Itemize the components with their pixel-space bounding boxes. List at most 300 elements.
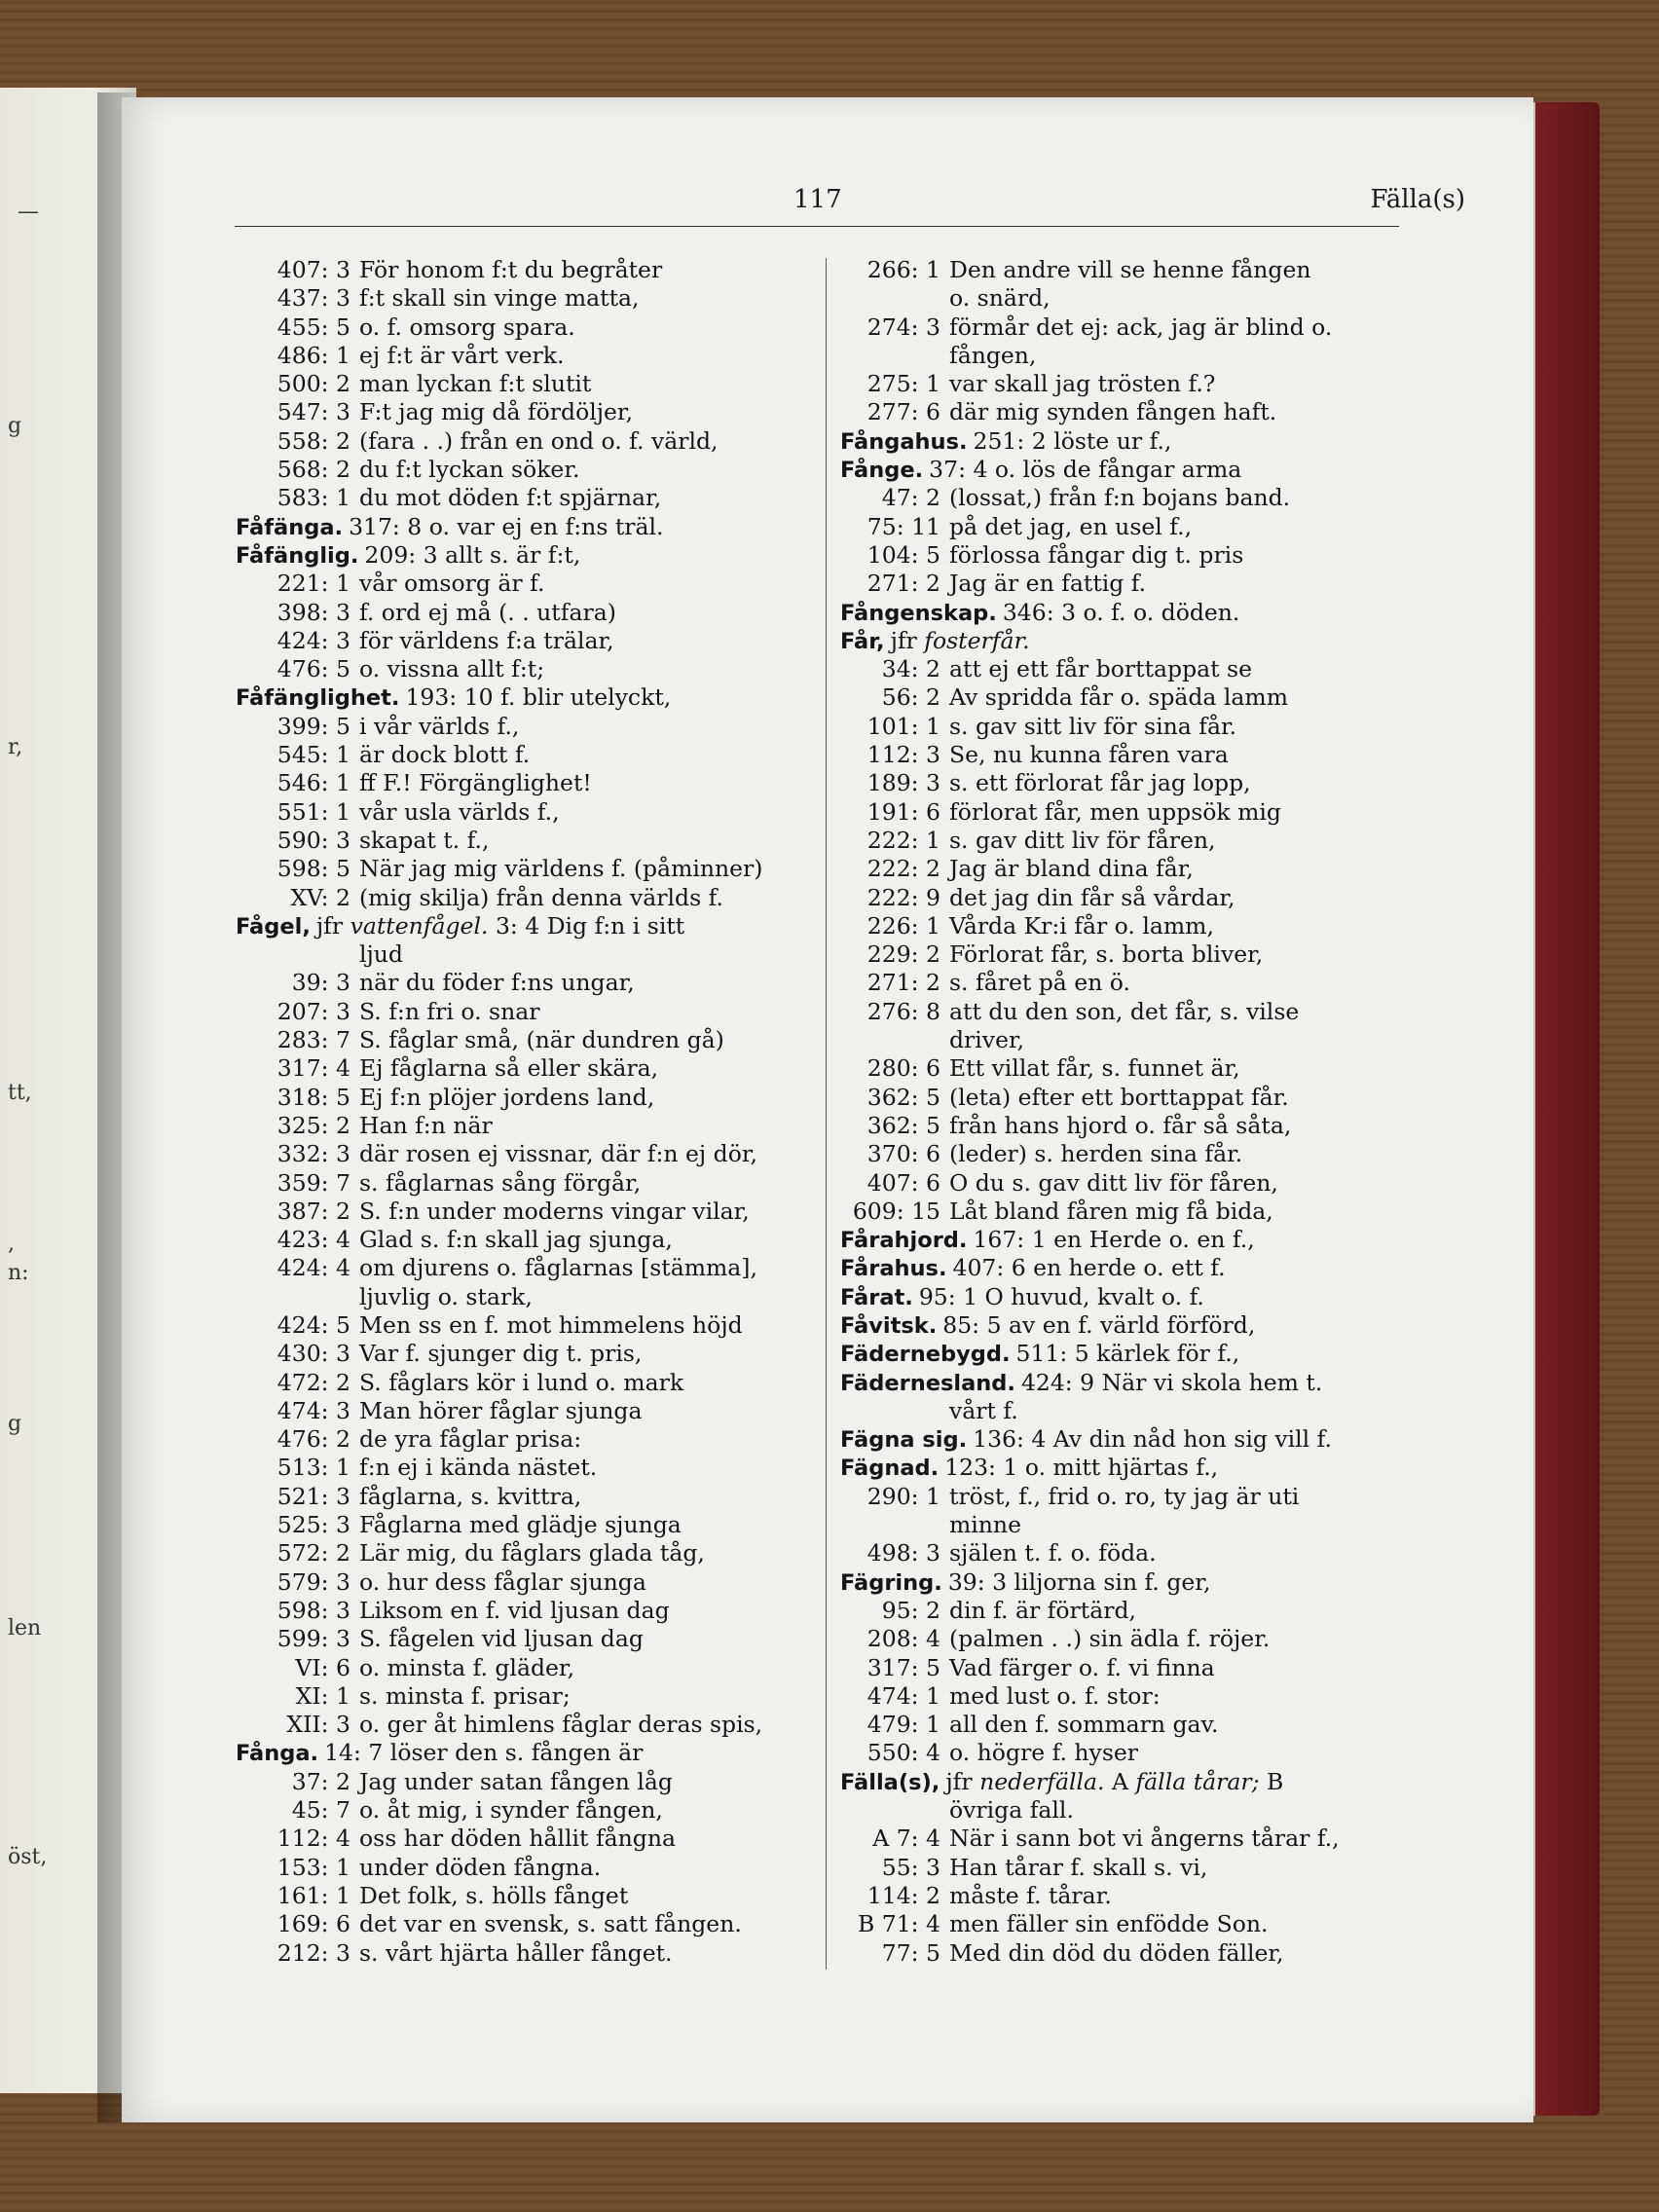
column-divider — [826, 258, 827, 1970]
index-entry-line — [840, 1483, 1407, 1511]
index-entry-line — [236, 398, 810, 426]
index-entry-line — [236, 1198, 810, 1226]
entry-text: 346: 3 o. f. o. döden. — [1002, 598, 1240, 626]
entry-text: Jag är bland dina får, — [949, 855, 1194, 883]
hymn-reference: 598: 3 — [276, 1596, 350, 1624]
hymn-reference: 39: 3 — [291, 969, 350, 997]
index-entry-line — [840, 741, 1407, 769]
entry-text: s. gav sitt liv för sina får. — [949, 712, 1237, 740]
entry-text: de yra fåglar prisa: — [359, 1425, 582, 1454]
hymn-reference: 208: 4 — [866, 1625, 940, 1653]
index-entry-line — [236, 769, 810, 797]
entry-text: o. hur dess fåglar sjunga — [359, 1567, 646, 1596]
index-entry-line — [236, 313, 810, 342]
index-headword-line — [840, 1425, 1407, 1454]
hymn-reference: 568: 2 — [276, 456, 350, 484]
facing-page-text: , — [8, 1232, 15, 1256]
index-entry-line — [840, 1084, 1407, 1112]
entry-text: man lyckan f:t slutit — [359, 370, 592, 398]
hymn-reference: 472: 2 — [276, 1368, 350, 1396]
hymn-reference: 590: 3 — [276, 826, 350, 854]
hymn-reference: 55: 3 — [881, 1853, 940, 1881]
index-entry-line — [840, 570, 1407, 598]
hymn-reference: XV: 2 — [290, 883, 350, 911]
index-entry-line — [236, 1910, 810, 1938]
entry-text: Var f. sjunger dig t. pris, — [359, 1340, 643, 1368]
entry-text: Vårda Kr:i får o. lamm, — [949, 911, 1214, 940]
entry-text: f. ord ej må (. . utfara) — [359, 598, 616, 626]
index-entry-line — [236, 1084, 810, 1112]
entry-text: jfr — [945, 1767, 973, 1795]
index-entry-line — [236, 1483, 810, 1511]
hymn-reference: 525: 3 — [276, 1511, 350, 1539]
entry-text: 511: 5 kärlek för f., — [1015, 1340, 1240, 1368]
index-entry-line — [840, 884, 1407, 912]
index-headword-line — [840, 1340, 1407, 1368]
index-entry-line — [236, 427, 810, 456]
hymn-reference: 104: 5 — [866, 540, 940, 569]
facing-page-text: g — [8, 1412, 22, 1436]
facing-page-text: n: — [8, 1261, 29, 1285]
index-entry-line — [236, 1169, 810, 1198]
hymn-reference: 280: 6 — [866, 1054, 940, 1083]
hymn-reference: 95: 2 — [881, 1596, 940, 1624]
headword: Fångahus. — [840, 428, 968, 455]
hymn-reference: 362: 5 — [866, 1111, 940, 1139]
entry-text: Glad s. f:n skall jag sjunga, — [359, 1226, 673, 1254]
running-head: Fälla(s) — [1370, 185, 1465, 214]
hymn-reference: 550: 4 — [866, 1739, 940, 1767]
hymn-reference: 112: 3 — [866, 741, 940, 769]
entry-text: S. fåglars kör i lund o. mark — [359, 1368, 684, 1396]
index-entry-line — [840, 370, 1407, 398]
entry-text: O du s. gav ditt liv för fåren, — [949, 1168, 1278, 1197]
hymn-reference: 430: 3 — [276, 1340, 350, 1368]
entry-text: När jag mig världens f. (påminner) — [359, 855, 763, 883]
index-entry-line — [840, 1882, 1407, 1910]
entry-text: det var en svensk, s. satt fången. — [359, 1910, 742, 1938]
entry-text: att du den son, det får, s. vilse — [949, 997, 1300, 1025]
hymn-reference: 283: 7 — [276, 1026, 350, 1054]
entry-text: S. fågelen vid ljusan dag — [359, 1625, 644, 1653]
entry-text: på det jag, en usel f., — [949, 512, 1193, 540]
index-entry-line — [236, 1768, 810, 1796]
hymn-reference: 34: 2 — [881, 655, 940, 683]
entry-text: 39: 3 liljorna sin f. ger, — [947, 1567, 1211, 1596]
hymn-reference: 222: 1 — [866, 826, 940, 854]
entry-text: Lär mig, du fåglars glada tåg, — [359, 1539, 705, 1567]
headword: Fägna sig. — [840, 1427, 968, 1454]
hymn-reference: 37: 2 — [291, 1767, 350, 1795]
hymn-reference: XI: 1 — [295, 1681, 350, 1710]
index-entry-line — [840, 1112, 1407, 1140]
index-entry-line — [236, 1226, 810, 1254]
entry-text: ej f:t är vårt verk. — [359, 341, 565, 369]
entry-text: 193: 10 f. blir utelyckt, — [405, 683, 672, 712]
index-headword-line — [236, 912, 810, 940]
index-entry-line — [840, 940, 1407, 969]
entry-text: med lust o. f. stor: — [949, 1681, 1161, 1710]
entry-text: övriga fall. — [949, 1796, 1074, 1825]
index-entry-line — [840, 1739, 1407, 1767]
index-entry-line — [236, 370, 810, 398]
page-header — [122, 185, 1533, 224]
entry-text: o. ger åt himlens fåglar deras spis, — [359, 1711, 763, 1739]
entry-text: 3: 4 Dig f:n i sitt — [495, 911, 685, 940]
entry-text: oss har döden hållit fångna — [359, 1825, 676, 1853]
entry-text: s. ett förlorat får jag lopp, — [949, 769, 1251, 797]
entry-text: 14: 7 löser den s. fången är — [324, 1739, 644, 1767]
entry-text: när du föder f:ns ungar, — [359, 969, 635, 997]
hymn-reference: XII: 3 — [286, 1711, 350, 1739]
index-entry-line — [236, 1597, 810, 1625]
headword: Fälla(s), — [840, 1769, 940, 1795]
index-entry-line — [840, 713, 1407, 741]
hymn-reference: 424: 5 — [276, 1310, 350, 1339]
headword: Fädernesland. — [840, 1370, 1015, 1396]
entry-text: o. högre f. hyser — [949, 1739, 1139, 1767]
index-entry-line — [840, 998, 1407, 1026]
index-entry-line — [236, 1054, 810, 1083]
entry-text: o. åt mig, i synder fången, — [359, 1796, 663, 1825]
index-continuation-line — [840, 342, 1407, 370]
index-headword-line — [840, 427, 1407, 456]
index-entry-line — [236, 741, 810, 769]
index-entry-line — [236, 1397, 810, 1425]
hymn-reference: 112: 4 — [276, 1825, 350, 1853]
index-entry-line — [840, 1140, 1407, 1168]
index-entry-line — [236, 1026, 810, 1054]
index-entry-line — [236, 998, 810, 1026]
entry-text: du mot döden f:t spjärnar, — [359, 484, 662, 512]
entry-text: där mig synden fången haft. — [949, 398, 1277, 426]
index-entry-line — [236, 969, 810, 997]
headword: Fånge. — [840, 458, 924, 484]
hymn-reference: 101: 1 — [866, 712, 940, 740]
entry-text: måste f. tårar. — [949, 1881, 1112, 1909]
cross-reference: vattenfågel. — [350, 911, 489, 940]
hymn-reference: 424: 3 — [276, 626, 350, 654]
entry-text: s. minsta f. prisar; — [359, 1681, 571, 1710]
hymn-reference: 558: 2 — [276, 426, 350, 455]
entry-text: s. fåret på en ö. — [949, 969, 1131, 997]
headword: Fågel, — [236, 913, 311, 940]
hymn-reference: A 7: 4 — [872, 1825, 940, 1853]
entry-text: tröst, f., frid o. ro, ty jag är uti — [949, 1482, 1300, 1510]
index-entry-line — [840, 256, 1407, 284]
hymn-reference: 572: 2 — [276, 1539, 350, 1567]
left-column — [236, 256, 810, 1968]
hymn-reference: 486: 1 — [276, 341, 350, 369]
entry-text: s. fåglarnas sång förgår, — [359, 1168, 642, 1197]
entry-text: 37: 4 o. lös de fångar arma — [929, 456, 1242, 484]
entry-text: Man hörer fåglar sjunga — [359, 1396, 643, 1424]
index-entry-line — [840, 855, 1407, 883]
index-headword-line — [840, 1369, 1407, 1397]
index-continuation-line — [840, 1026, 1407, 1054]
index-entry-line — [236, 256, 810, 284]
hymn-reference: 387: 2 — [276, 1197, 350, 1225]
entry-text: för världens f:a trälar, — [359, 626, 614, 654]
entry-text: förlorat får, men uppsök mig — [949, 797, 1281, 826]
entry-text: är dock blott f. — [359, 741, 531, 769]
hymn-reference: 189: 3 — [866, 769, 940, 797]
entry-text: ljuvlig o. stark, — [359, 1282, 533, 1310]
entry-text: Jag under satan fången låg — [359, 1767, 673, 1795]
index-headword-line — [236, 683, 810, 712]
entry-text: 407: 6 en herde o. ett f. — [952, 1254, 1226, 1282]
index-entry-line — [840, 1825, 1407, 1853]
headword: Fägnad. — [840, 1456, 940, 1482]
headword: Fångenskap. — [840, 600, 997, 626]
hymn-reference: B 71: 4 — [858, 1910, 940, 1938]
index-entry-line — [236, 1625, 810, 1653]
hymn-reference: 317: 5 — [866, 1653, 940, 1681]
hymn-reference: 398: 3 — [276, 598, 350, 626]
hymn-reference: 56: 2 — [881, 683, 940, 712]
page-number: 117 — [793, 185, 842, 214]
entry-text: (mig skilja) från denna världs f. — [359, 883, 723, 911]
entry-text: i vår världs f., — [359, 712, 520, 740]
hymn-reference: 423: 4 — [276, 1226, 350, 1254]
index-headword-line — [236, 541, 810, 570]
headword: Fåfänglighet. — [236, 685, 400, 712]
index-entry-line — [236, 1939, 810, 1968]
entry-text: om djurens o. fåglarnas [stämma], — [359, 1254, 757, 1282]
hymn-reference: 229: 2 — [866, 940, 940, 969]
index-headword-line — [840, 1311, 1407, 1340]
entry-text: o. snärd, — [949, 284, 1051, 313]
entry-text: under döden fångna. — [359, 1853, 602, 1881]
entry-text: B — [1267, 1767, 1284, 1795]
entry-text: fången, — [949, 341, 1037, 369]
entry-text: vårt f. — [949, 1396, 1018, 1424]
index-entry-line — [840, 1682, 1407, 1711]
index-entry-line — [236, 1425, 810, 1454]
index-entry-line — [236, 1825, 810, 1853]
index-entry-line — [236, 655, 810, 683]
facing-page-text: öst, — [8, 1845, 48, 1869]
index-entry-line — [236, 456, 810, 484]
index-headword-line — [236, 1739, 810, 1767]
index-headword-line — [840, 1254, 1407, 1282]
hymn-reference: 332: 3 — [276, 1140, 350, 1168]
entry-text: vår usla världs f., — [359, 797, 560, 826]
entry-text: Fåglarna med glädje sjunga — [359, 1511, 682, 1539]
hymn-reference: VI: 6 — [295, 1653, 350, 1681]
index-entry-line — [236, 1112, 810, 1140]
hymn-reference: 609: 15 — [852, 1197, 940, 1225]
entry-text: Av spridda får o. späda lamm — [949, 683, 1289, 712]
index-entry-line — [840, 655, 1407, 683]
index-entry-line — [236, 627, 810, 655]
hymn-reference: 276: 8 — [866, 997, 940, 1025]
hymn-reference: 169: 6 — [276, 1910, 350, 1938]
entry-text: Men ss en f. mot himmelens höjd — [359, 1310, 743, 1339]
entry-text: ljud — [359, 940, 403, 969]
index-entry-line — [840, 1169, 1407, 1198]
index-entry-line — [840, 827, 1407, 855]
entry-text: F:t jag mig då fördöljer, — [359, 398, 634, 426]
entry-text: Låt bland fåren mig få bida, — [949, 1197, 1273, 1225]
index-entry-line — [840, 1625, 1407, 1653]
entry-text: jfr — [315, 911, 344, 940]
index-entry-line — [236, 1682, 810, 1711]
facing-page-text: g — [8, 414, 22, 438]
entry-text: Den andre vill se henne fången — [949, 256, 1311, 283]
entry-text: Vad färger o. f. vi finna — [949, 1653, 1215, 1681]
entry-text: s. vårt hjärta håller fånget. — [359, 1938, 673, 1967]
hymn-reference: 598: 5 — [276, 855, 350, 883]
facing-page-text: len — [8, 1616, 42, 1641]
hymn-reference: 500: 2 — [276, 370, 350, 398]
index-entry-line — [840, 541, 1407, 570]
index-entry-line — [236, 1796, 810, 1825]
cross-reference: fosterfår. — [924, 626, 1030, 654]
entry-text: du f:t lyckan söker. — [359, 456, 580, 484]
entry-text: 209: 3 allt s. är f:t, — [364, 540, 581, 569]
header-rule — [235, 226, 1399, 227]
index-entry-line — [840, 1711, 1407, 1739]
headword: Fåfänglig. — [236, 542, 359, 569]
index-entry-line — [236, 1568, 810, 1597]
index-continuation-line — [236, 1283, 810, 1311]
right-column — [840, 256, 1407, 1968]
entry-text: driver, — [949, 1026, 1025, 1054]
entry-text: När i sann bot vi ångerns tårar f., — [949, 1825, 1340, 1853]
hymn-reference: 362: 5 — [866, 1083, 940, 1111]
facing-page-text: r, — [8, 735, 23, 759]
hymn-reference: 114: 2 — [866, 1881, 940, 1909]
entry-text: att ej ett får borttappat se — [949, 655, 1253, 683]
index-entry-line — [840, 1854, 1407, 1882]
headword: Fånga. — [236, 1741, 319, 1767]
entry-text: från hans hjord o. får så såta, — [949, 1111, 1292, 1139]
entry-text: (leder) s. herden sina får. — [949, 1140, 1243, 1168]
hymn-reference: 222: 9 — [866, 883, 940, 911]
index-entry-line — [840, 798, 1407, 827]
headword: Fägring. — [840, 1569, 942, 1596]
index-entry-line — [236, 827, 810, 855]
index-entry-line — [840, 313, 1407, 342]
entry-text: Han tårar f. skall s. vi, — [949, 1853, 1208, 1881]
entry-text: Förlorat får, s. borta bliver, — [949, 940, 1264, 969]
entry-text: Han f:n när — [359, 1111, 493, 1139]
hymn-reference: 207: 3 — [276, 997, 350, 1025]
index-headword-line — [840, 456, 1407, 484]
entry-text: Se, nu kunna fåren vara — [949, 741, 1229, 769]
index-entry-line — [840, 513, 1407, 541]
hymn-reference: 212: 3 — [276, 1938, 350, 1967]
index-entry-line — [840, 912, 1407, 940]
entry-text: din f. är förtärd, — [949, 1596, 1136, 1624]
entry-text: 317: 8 o. var ej en f:ns träl. — [349, 512, 664, 540]
entry-text: förmår det ej: ack, jag är blind o. — [949, 313, 1333, 341]
index-continuation-line — [840, 284, 1407, 313]
hymn-reference: 271: 2 — [866, 570, 940, 598]
hymn-reference: 579: 3 — [276, 1567, 350, 1596]
book-page — [122, 97, 1533, 2122]
entry-text: S. f:n under moderns vingar vilar, — [359, 1197, 750, 1225]
index-headword-line — [840, 599, 1407, 627]
index-entry-line — [236, 484, 810, 512]
index-entry-line — [236, 1311, 810, 1340]
index-entry-line — [840, 1939, 1407, 1968]
entry-text: (lossat,) från f:n bojans band. — [949, 484, 1291, 512]
entry-text: Liksom en f. vid ljusan dag — [359, 1596, 670, 1624]
hymn-reference: 407: 6 — [866, 1168, 940, 1197]
hymn-reference: 407: 3 — [276, 256, 350, 283]
index-entry-line — [236, 855, 810, 883]
entry-text: fåglarna, s. kvittra, — [359, 1482, 582, 1510]
headword: Fåfänga. — [236, 514, 344, 540]
entry-text: all den f. sommarn gav. — [949, 1711, 1219, 1739]
index-continuation-line — [236, 940, 810, 969]
headword: Fårahus. — [840, 1256, 947, 1282]
hymn-reference: 399: 5 — [276, 712, 350, 740]
entry-text: 424: 9 När vi skola hem t. — [1020, 1368, 1323, 1396]
cross-reference: nederfälla. — [979, 1767, 1105, 1795]
index-headword-line — [840, 1768, 1407, 1796]
index-entry-line — [840, 1539, 1407, 1567]
index-entry-line — [236, 599, 810, 627]
book-cover-edge — [1524, 102, 1600, 2116]
headword: Fårat. — [840, 1284, 913, 1310]
entry-text: A — [1112, 1767, 1128, 1795]
index-entry-line — [236, 1539, 810, 1567]
hymn-reference: 161: 1 — [276, 1881, 350, 1909]
hymn-reference: 274: 3 — [866, 313, 940, 341]
entry-text: S. f:n fri o. snar — [359, 997, 540, 1025]
index-entry-line — [840, 1597, 1407, 1625]
index-continuation-line — [840, 1397, 1407, 1425]
hymn-reference: 513: 1 — [276, 1454, 350, 1482]
index-continuation-line — [840, 1796, 1407, 1825]
index-entry-line — [236, 1369, 810, 1397]
hymn-reference: 277: 6 — [866, 398, 940, 426]
index-headword-line — [236, 513, 810, 541]
hymn-reference: 290: 1 — [866, 1482, 940, 1510]
hymn-reference: 424: 4 — [276, 1254, 350, 1282]
entry-text: ff F.! Förgänglighet! — [359, 769, 592, 797]
hymn-reference: 221: 1 — [276, 570, 350, 598]
entry-text: För honom f:t du begråter — [359, 256, 663, 283]
hymn-reference: 545: 1 — [276, 741, 350, 769]
hymn-reference: 77: 5 — [881, 1938, 940, 1967]
facing-page-text: tt, — [8, 1081, 32, 1105]
entry-text: var skall jag trösten f.? — [949, 370, 1216, 398]
entry-text: 123: 1 o. mitt hjärtas f., — [944, 1454, 1219, 1482]
entry-text: o. minsta f. gläder, — [359, 1653, 575, 1681]
entry-text: Ej fåglarna så eller skära, — [359, 1054, 659, 1083]
entry-text: 167: 1 en Herde o. en f., — [973, 1226, 1255, 1254]
hymn-reference: 153: 1 — [276, 1853, 350, 1881]
index-continuation-line — [840, 1511, 1407, 1539]
index-entry-line — [840, 769, 1407, 797]
hymn-reference: 266: 1 — [866, 256, 940, 283]
entry-text: (leta) efter ett borttappat får. — [949, 1083, 1289, 1111]
index-entry-line — [236, 1254, 810, 1282]
entry-text: 251: 2 löste ur f., — [973, 426, 1172, 455]
index-entry-line — [236, 1340, 810, 1368]
entry-text: Jag är en fattig f. — [949, 570, 1147, 598]
hymn-reference: 45: 7 — [291, 1796, 350, 1825]
index-entry-line — [236, 1654, 810, 1682]
index-entry-line — [840, 1910, 1407, 1938]
headword: Fädernebygd. — [840, 1342, 1011, 1368]
entry-text: själen t. f. o. föda. — [949, 1539, 1157, 1567]
hymn-reference: 474: 1 — [866, 1681, 940, 1710]
